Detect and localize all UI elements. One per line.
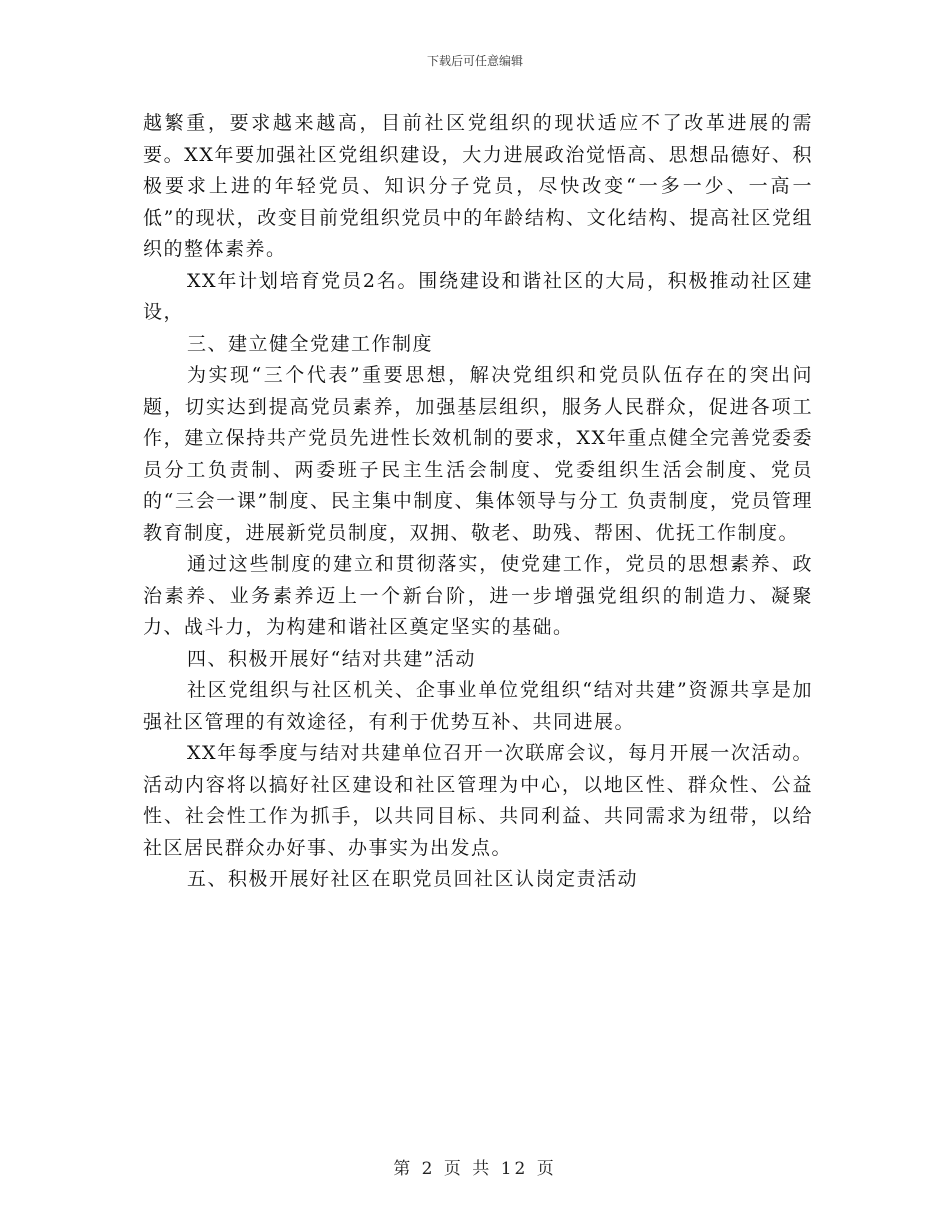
paragraph: XX年每季度与结对共建单位召开一次联席会议，每月开展一次活动。活动内容将以搞好社区建设和社区管理为中心，以地区性、群众性、公益性、社会性工作为抓手，以共同目标、共同利益、共同需求为纽带，以给社区居民群众办好事、办事实为出发点。 [143,742,813,859]
paragraph: 为实现“三个代表”重要思想，解决党组织和党员队伍存在的突出问题，切实达到提高党员素养，加强基层组织，服务人民群众，促进各项工作，建立保持共产党员先进性长效机制的要求，XX年重点健全完善党委委员分工负责制、两委班子民主生活会制度、党委组织生活会制度、党员的“三会一课”制度、民主集中制度、集体领导与分工 负责制度，党员管理教育制度，进展新党员制度，双拥、敬老、助残、帮困、优抚工作制度。 [143,364,813,544]
document-body [143,108,813,896]
section-heading: 三、建立健全党建工作制度 [187,332,434,355]
page-header: 下载后可任意编辑 [426,54,523,68]
paragraph: 通过这些制度的建立和贯彻落实，使党建工作，党员的思想素养、政治素养、业务素养迈上一个新台阶，进一步增强党组织的制造力、凝聚力、战斗力，为构建和谐社区奠定坚实的基础。 [143,553,813,638]
page-footer: 第 2 页 共 12 页 [393,1159,557,1179]
section-heading: 四、积极开展好“结对共建”活动 [187,647,476,670]
paragraph: 越繁重，要求越来越高，目前社区党组织的现状适应不了改革进展的需要。XX年要加强社区党组织建设，大力进展政治觉悟高、思想品德好、积极要求上进的年轻党员、知识分子党员，尽快改变“一多一少、一高一低”的现状，改变目前党组织党员中的年龄结构、文化结构、提高社区党组织的整体素养。 [143,112,813,260]
paragraph: 社区党组织与社区机关、企事业单位党组织“结对共建”资源共享是加强社区管理的有效途径，有利于优势互补、共同进展。 [143,679,813,733]
section-heading: 五、积极开展好社区在职党员回社区认岗定责活动 [187,868,639,890]
paragraph: XX年计划培育党员2名。围绕建设和谐社区的大局，积极推动社区建设， [143,269,813,323]
